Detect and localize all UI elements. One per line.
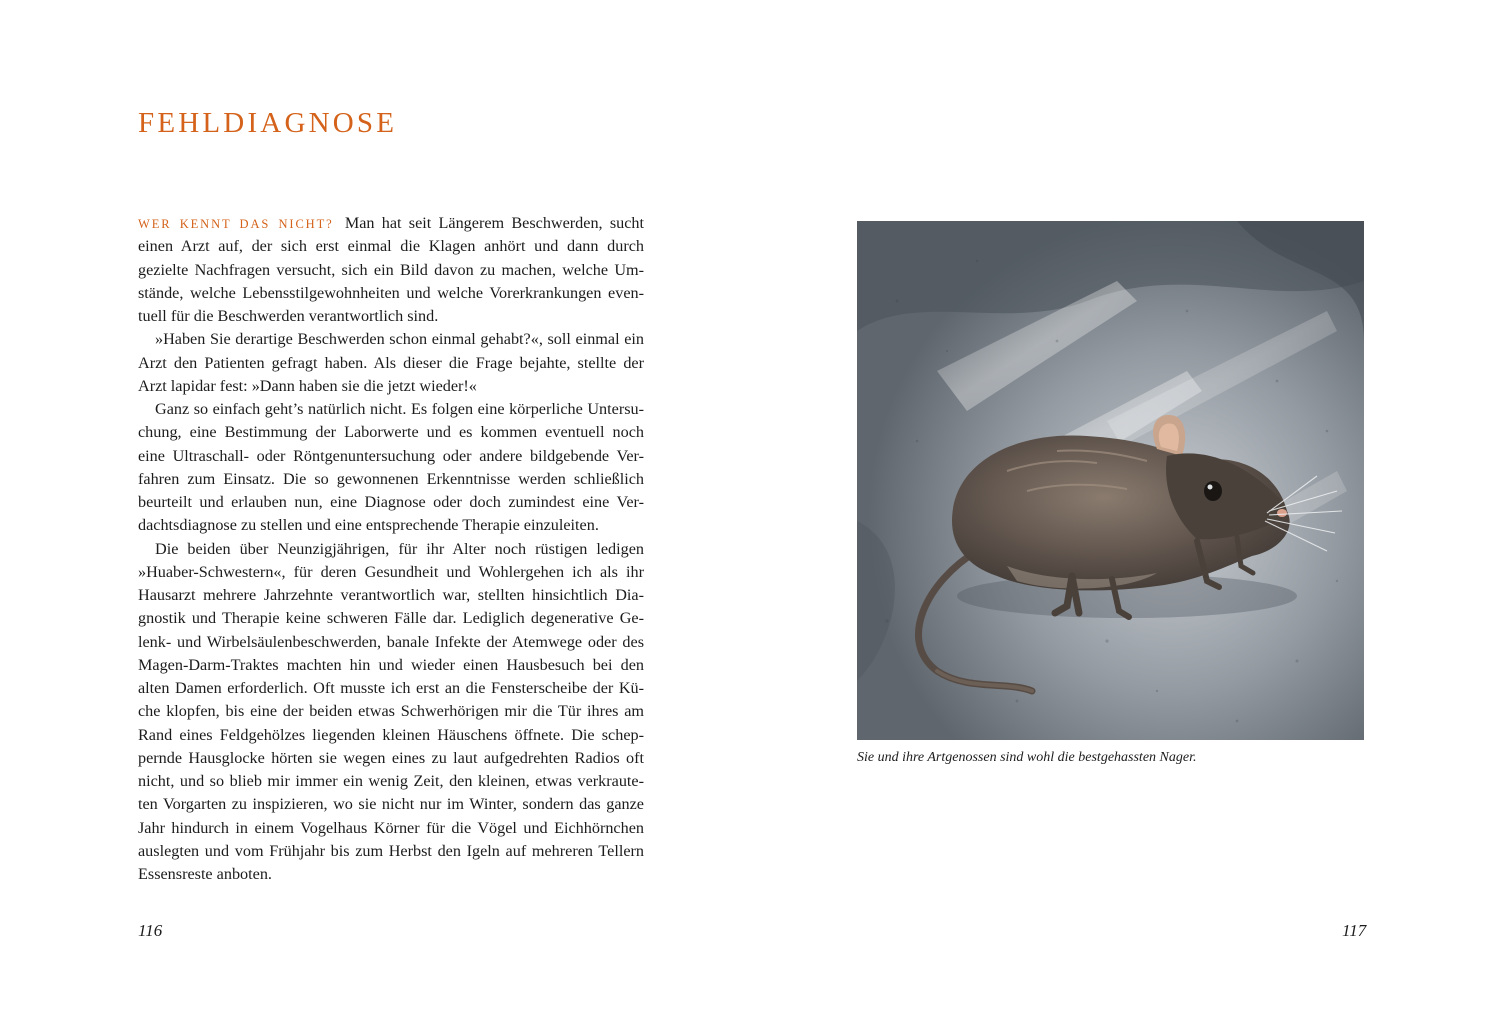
text-line: Magen-Darm-Traktes machten hin und wieder einen Hausbesuch bei den xyxy=(138,655,644,674)
text-line: stände, welche Lebensstilgewohnheiten und welche Vorerkrankungen even- xyxy=(138,283,644,302)
text-line: Rand eines Feldgehölzes liegenden kleinen Häuschens öffnete. Die schep- xyxy=(138,725,644,744)
text-line: dachtsdiagnose zu stellen und eine entsprechende Therapie einzuleiten. xyxy=(138,516,599,535)
rat-watercolor-icon xyxy=(857,221,1364,740)
text-line: Arzt den Patienten gefragt haben. Als dieser die Frage bejahte, stellte der xyxy=(138,353,644,372)
right-page xyxy=(750,0,1500,1015)
text-line: »Haben Sie derartige Beschwerden schon einmal gehabt?«, soll einmal ein xyxy=(155,330,644,349)
page-number-right: 117 xyxy=(1342,921,1367,940)
text-line: chung, eine Bestimmung der Laborwerte und es kommen eventuell noch xyxy=(138,423,644,442)
text-line: »Huaber-Schwestern«, für deren Gesundheit und Wohlergehen ich als ihr xyxy=(138,562,644,581)
illustration-caption: Sie und ihre Artgenossen sind wohl die bestgehassten Nager. xyxy=(857,750,1197,765)
text-line: tuell für die Beschwerden verantwortlich sind. xyxy=(138,307,439,325)
text-line: eine Ultraschall- oder Röntgenuntersuchung oder andere bildgebende Ver- xyxy=(138,446,644,465)
text-line: Ganz so einfach geht’s natürlich nicht. Es folgen eine körperliche Untersu- xyxy=(155,400,644,418)
text-line: gezielte Nachfragen versucht, sich ein Bild davon zu machen, welche Um- xyxy=(138,260,644,279)
text-line: nicht, und so blieb mir immer ein wenig Zeit, den kleinen, etwas verkraute- xyxy=(138,772,644,790)
page-number-left: 116 xyxy=(138,921,163,940)
text-line: einen Arzt auf, der sich erst einmal die Klagen anhört und dann durch xyxy=(138,237,644,256)
text-line: fahren zum Einsatz. Die so gewonnenen Erkenntnisse werden schließlich xyxy=(138,469,644,488)
text-line: Jahr hindurch in einem Vogelhaus Körner für die Vögel und Eichhörnchen xyxy=(138,818,644,837)
body-text xyxy=(138,212,644,886)
lead-in: WER KENNT DAS NICHT? xyxy=(138,217,334,231)
text-line: Essensreste anboten. xyxy=(138,865,272,883)
text-line: ten Vorgarten zu inspizieren, wo sie nicht nur im Winter, sondern das ganze xyxy=(138,795,644,814)
text-line: alten Damen erforderlich. Oft musste ich erst an die Fensterscheibe der Kü- xyxy=(138,679,644,697)
text-line: WER KENNT DAS NICHT? Man hat seit Längerem Beschwerden, sucht xyxy=(138,214,645,232)
text-line: auslegten und vom Frühjahr bis zum Herbst den Igeln auf mehreren Tellern xyxy=(138,841,644,860)
rat-illustration xyxy=(857,221,1364,740)
text-line: beurteilt und erlauben nun, eine Diagnose oder doch zumindest eine Ver- xyxy=(138,493,644,511)
text-line: Arzt lapidar fest: »Dann haben sie die jetzt wieder!« xyxy=(138,376,477,395)
text-line: gnostik und Therapie keine schweren Fälle dar. Lediglich degenerative Ge- xyxy=(138,609,644,628)
text-line: che klopfen, bis eine der beiden etwas Schwerhörigen mir die Tür ihres am xyxy=(138,702,644,721)
text-line: lenk- und Wirbelsäulenbeschwerden, banale Infekte der Atemwege oder des xyxy=(138,632,644,651)
chapter-title: FEHLDIAGNOSE xyxy=(138,107,398,140)
text-line: Die beiden über Neunzigjährigen, für ihr Alter noch rüstigen ledigen xyxy=(155,539,644,558)
text-line: pernde Hausglocke hörten sie wegen eines zu laut aufgedrehten Radios oft xyxy=(138,748,644,767)
text-line: Hausarzt mehrere Jahrzehnte verantwortlich war, stellten hinsichtlich Dia- xyxy=(138,586,644,604)
